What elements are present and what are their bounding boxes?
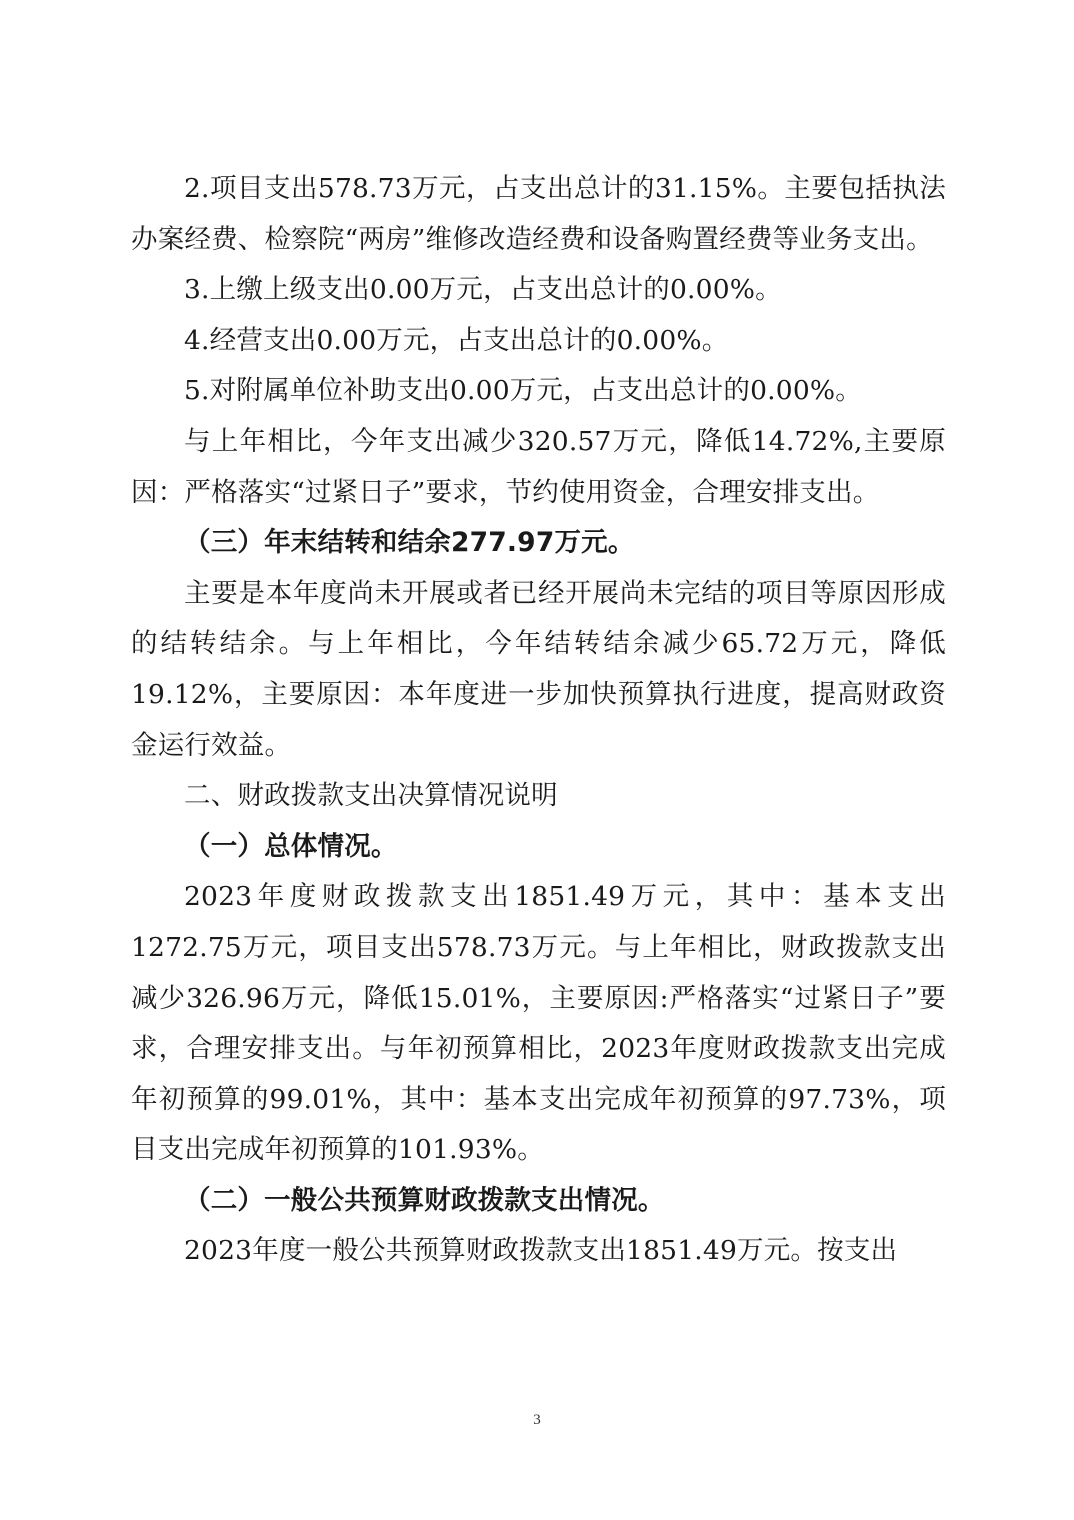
paragraph-year-comparison: 与上年相比，今年支出减少320.57万元，降低14.72%,主要原因：严格落实“过紧日子”要求，节约使用资金，合理安排支出。 — [131, 425, 946, 508]
document-body — [131, 164, 946, 1277]
heading-general-public-budget: （二）一般公共预算财政拨款支出情况。 — [184, 1184, 665, 1216]
heading-carryover-balance: （三）年末结转和结余277.97万元。 — [184, 527, 635, 559]
paragraph-overall-detail: 2023年度财政拨款支出1851.49万元，其中：基本支出1272.75万元，项目支出578.73万元。与上年相比，财政拨款支出减少326.96万元，降低15.01%，主要原因:严格落实“过紧日子”要求，合理安排支出。与年初预算相比，2023年度财政拨款支出完成年初预算的99.01%，其中：基本支出完成年初预算的97.73%，项目支出完成年初预算的101.93%。 — [131, 881, 946, 1166]
heading-overall-situation: （一）总体情况。 — [184, 830, 398, 862]
paragraph-subsidiary-subsidy: 5.对附属单位补助支出0.00万元，占支出总计的0.00%。 — [184, 375, 862, 407]
paragraph-carryover-detail: 主要是本年度尚未开展或者已经开展尚未完结的项目等原因形成的结转结余。与上年相比，今年结转结余减少65.72万元，降低19.12%，主要原因：本年度进一步加快预算执行进度，提高财政资金运行效益。 — [131, 577, 946, 761]
paragraph-general-public-budget: 2023年度一般公共预算财政拨款支出1851.49万元。按支出 — [184, 1235, 898, 1267]
heading-fiscal-appropriation: 二、财政拨款支出决算情况说明 — [184, 780, 558, 812]
page-number: 3 — [533, 1412, 541, 1428]
paragraph-operating-expenditure: 4.经营支出0.00万元，占支出总计的0.00%。 — [184, 324, 729, 356]
paragraph-upper-level-payment: 3.上缴上级支出0.00万元，占支出总计的0.00%。 — [184, 274, 782, 306]
paragraph-project-expenditure: 2.项目支出578.73万元，占支出总计的31.15%。主要包括执法办案经费、检察院“两房”维修改造经费和设备购置经费等业务支出。 — [131, 173, 946, 255]
